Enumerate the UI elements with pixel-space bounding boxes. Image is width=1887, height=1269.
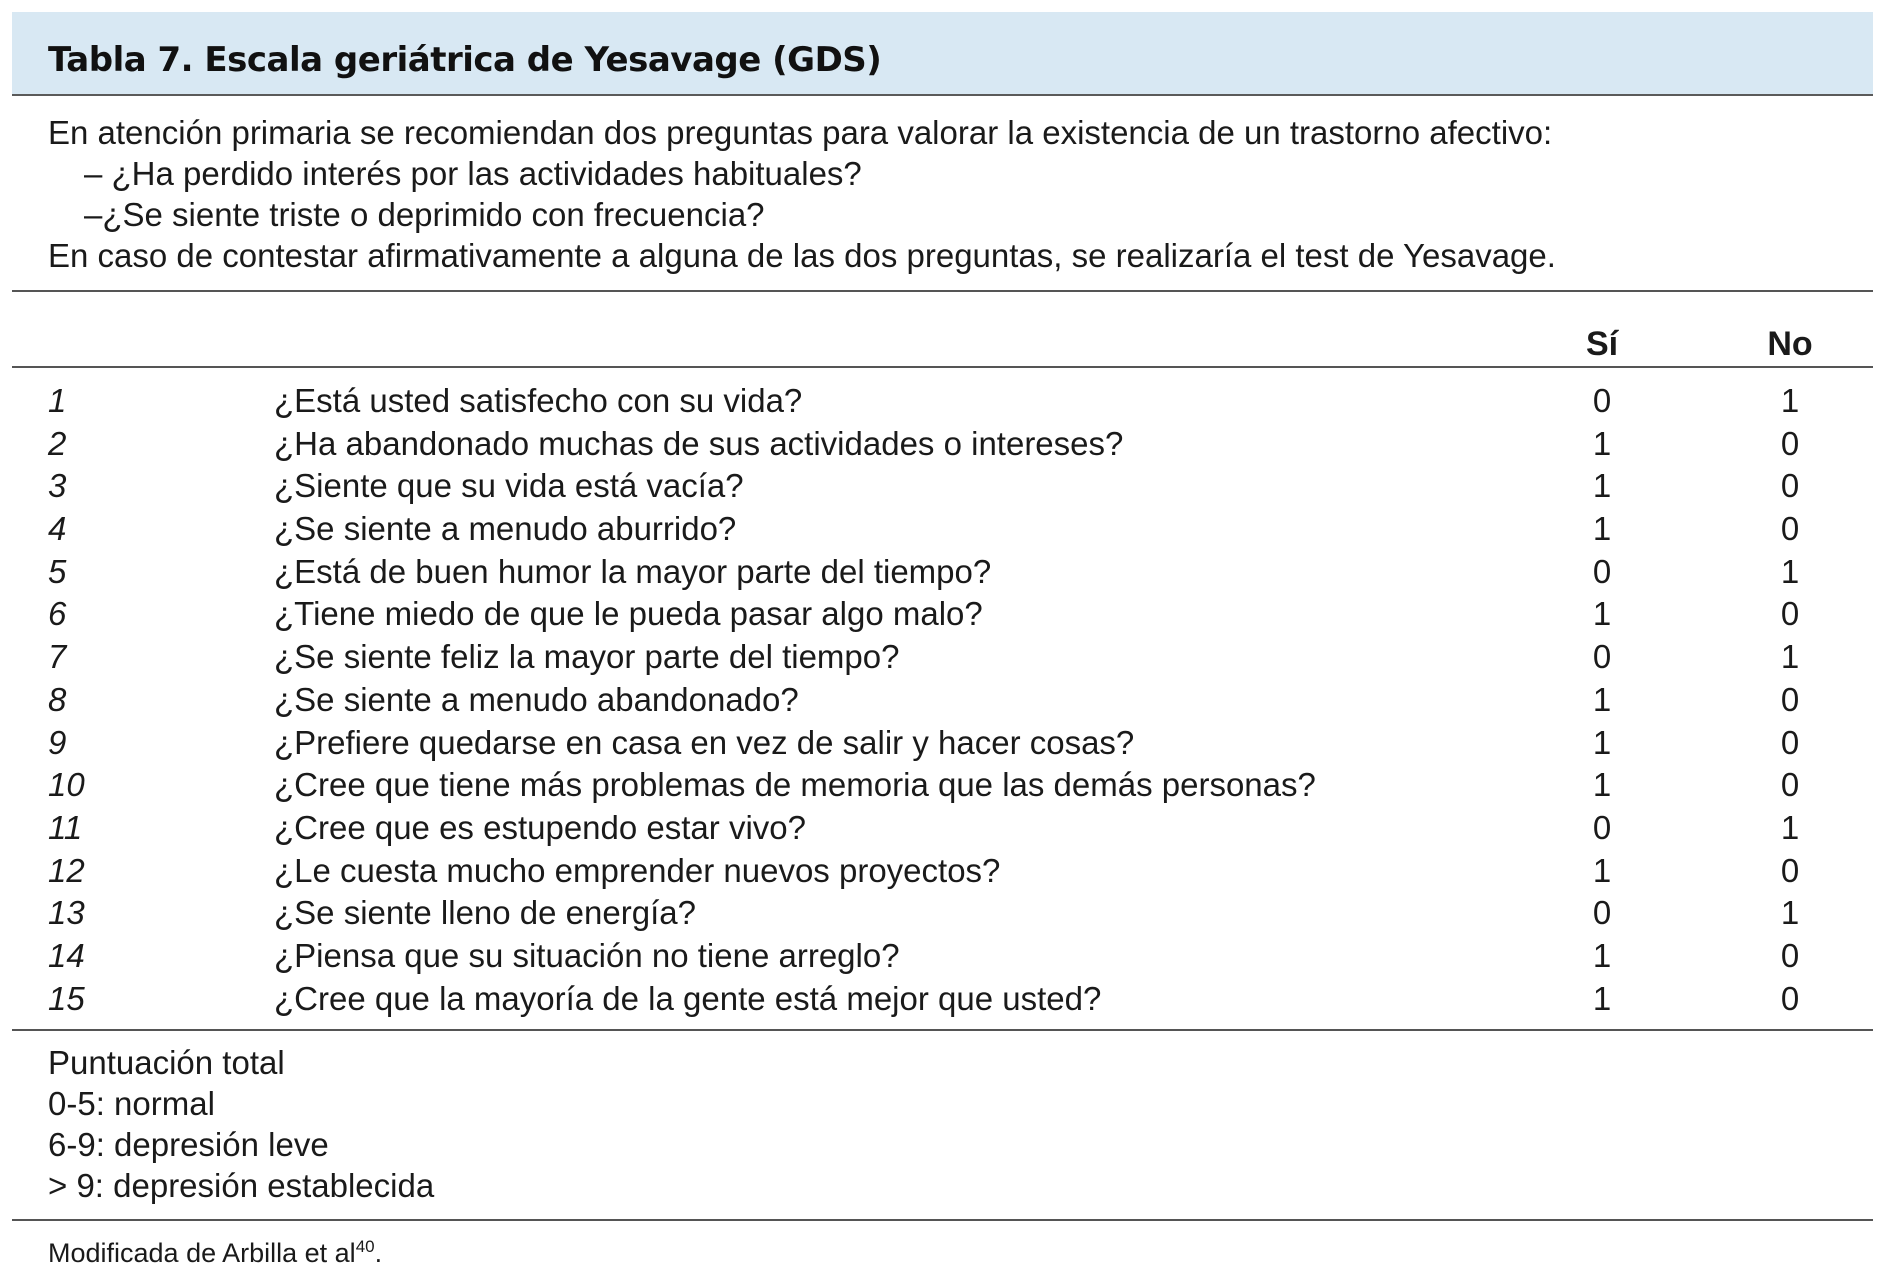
table-document — [12, 12, 1873, 1268]
item-yes-score: 1 — [1592, 766, 1612, 804]
table-row — [12, 935, 1873, 978]
item-question: ¿Le cuesta mucho emprender nuevos proyectos? — [274, 851, 1001, 889]
table-row — [12, 764, 1873, 807]
table-row — [12, 722, 1873, 765]
table-title: Tabla 7. Escala geriátrica de Yesavage (GDS) — [48, 40, 882, 80]
item-no-score: 1 — [1780, 638, 1800, 676]
item-yes-score: 1 — [1592, 467, 1612, 505]
intro-text — [48, 112, 1556, 276]
source-text: Modificada de Arbilla et al — [48, 1238, 356, 1268]
item-yes-score: 1 — [1592, 723, 1612, 761]
item-number: 10 — [48, 766, 85, 804]
item-yes-score: 1 — [1592, 595, 1612, 633]
table-row — [12, 679, 1873, 722]
item-number: 12 — [48, 851, 85, 889]
item-number: 4 — [48, 510, 67, 548]
table-row — [12, 508, 1873, 551]
item-no-score: 0 — [1780, 424, 1800, 462]
item-question: ¿Se siente a menudo abandonado? — [274, 680, 799, 718]
divider — [12, 1029, 1873, 1031]
source-ref: 40 — [355, 1237, 375, 1256]
item-question: ¿Está de buen humor la mayor parte del tiempo? — [274, 552, 992, 590]
item-no-score: 0 — [1780, 510, 1800, 548]
item-no-score: 0 — [1780, 723, 1800, 761]
item-no-score: 0 — [1780, 936, 1800, 974]
item-question: ¿Se siente lleno de energía? — [274, 894, 696, 932]
item-question: ¿Tiene miedo de que le pueda pasar algo malo? — [274, 595, 983, 633]
item-yes-score: 1 — [1592, 979, 1612, 1017]
item-number: 2 — [48, 424, 67, 462]
item-yes-score: 0 — [1592, 894, 1612, 932]
item-yes-score: 0 — [1592, 552, 1612, 590]
source-end: . — [374, 1238, 383, 1268]
item-yes-score: 0 — [1592, 382, 1612, 419]
item-no-score: 0 — [1780, 467, 1800, 505]
item-yes-score: 0 — [1592, 808, 1612, 846]
item-number: 3 — [48, 467, 67, 505]
divider — [12, 290, 1873, 292]
table-row — [12, 423, 1873, 466]
item-no-score: 0 — [1780, 979, 1800, 1017]
divider — [12, 366, 1873, 368]
intro-line-2: En caso de contestar afirmativamente a alguna de las dos preguntas, se realizaría el test de Yesavage. — [48, 237, 1556, 274]
item-yes-score: 0 — [1592, 638, 1612, 676]
item-yes-score: 1 — [1592, 510, 1612, 548]
scoring-heading: Puntuación total — [48, 1044, 285, 1081]
source-note — [48, 1237, 382, 1269]
intro-line-1: En atención primaria se recomiendan dos preguntas para valorar la existencia de un trastorno afectivo: — [48, 114, 1553, 151]
item-question: ¿Siente que su vida está vacía? — [274, 467, 744, 505]
intro-question-2: –¿Se siente triste o deprimido con frecuencia? — [84, 196, 765, 233]
item-question: ¿Está usted satisfecho con su vida? — [274, 382, 803, 419]
table-row — [12, 380, 1873, 423]
item-yes-score: 1 — [1592, 424, 1612, 462]
item-number: 13 — [48, 894, 85, 932]
item-number: 9 — [48, 723, 67, 761]
item-no-score: 0 — [1780, 595, 1800, 633]
item-number: 8 — [48, 680, 67, 718]
item-number: 1 — [48, 382, 67, 419]
table-row — [12, 850, 1873, 893]
table-row — [12, 593, 1873, 636]
table-row — [12, 636, 1873, 679]
item-question: ¿Cree que es estupendo estar vivo? — [274, 808, 806, 846]
table-row — [12, 978, 1873, 1021]
intro-question-1: – ¿Ha perdido interés por las actividades habituales? — [84, 155, 862, 192]
item-number: 15 — [48, 979, 85, 1017]
table-row — [12, 551, 1873, 594]
scoring-legend — [48, 1042, 434, 1206]
item-number: 6 — [48, 595, 67, 633]
item-no-score: 0 — [1780, 851, 1800, 889]
item-question: ¿Prefiere quedarse en casa en vez de salir y hacer cosas? — [274, 723, 1135, 761]
scoring-normal: 0-5: normal — [48, 1085, 215, 1122]
item-yes-score: 1 — [1592, 936, 1612, 974]
column-header-no: No — [1767, 325, 1813, 363]
table-row — [12, 465, 1873, 508]
item-yes-score: 1 — [1592, 851, 1612, 889]
item-no-score: 0 — [1780, 680, 1800, 718]
item-question: ¿Cree que la mayoría de la gente está mejor que usted? — [274, 979, 1102, 1017]
item-no-score: 1 — [1780, 808, 1800, 846]
item-question: ¿Cree que tiene más problemas de memoria que las demás personas? — [274, 766, 1316, 804]
scoring-mild: 6-9: depresión leve — [48, 1126, 329, 1163]
item-number: 11 — [48, 808, 83, 846]
item-number: 5 — [48, 552, 67, 590]
scoring-established: > 9: depresión establecida — [48, 1167, 435, 1204]
title-bar — [12, 12, 1873, 96]
item-no-score: 1 — [1780, 552, 1800, 590]
item-no-score: 0 — [1780, 766, 1800, 804]
items-table — [12, 380, 1873, 1020]
item-question: ¿Ha abandonado muchas de sus actividades o intereses? — [274, 424, 1124, 462]
item-no-score: 1 — [1780, 382, 1800, 419]
table-row — [12, 807, 1873, 850]
item-question: ¿Se siente feliz la mayor parte del tiempo? — [274, 638, 900, 676]
column-header-yes: Sí — [1585, 325, 1619, 363]
item-number: 7 — [48, 638, 67, 676]
item-number: 14 — [48, 936, 85, 974]
item-yes-score: 1 — [1592, 680, 1612, 718]
item-question: ¿Piensa que su situación no tiene arreglo? — [274, 936, 900, 974]
divider — [12, 1219, 1873, 1221]
item-no-score: 1 — [1780, 894, 1800, 932]
table-row — [12, 892, 1873, 935]
item-question: ¿Se siente a menudo aburrido? — [274, 510, 737, 548]
